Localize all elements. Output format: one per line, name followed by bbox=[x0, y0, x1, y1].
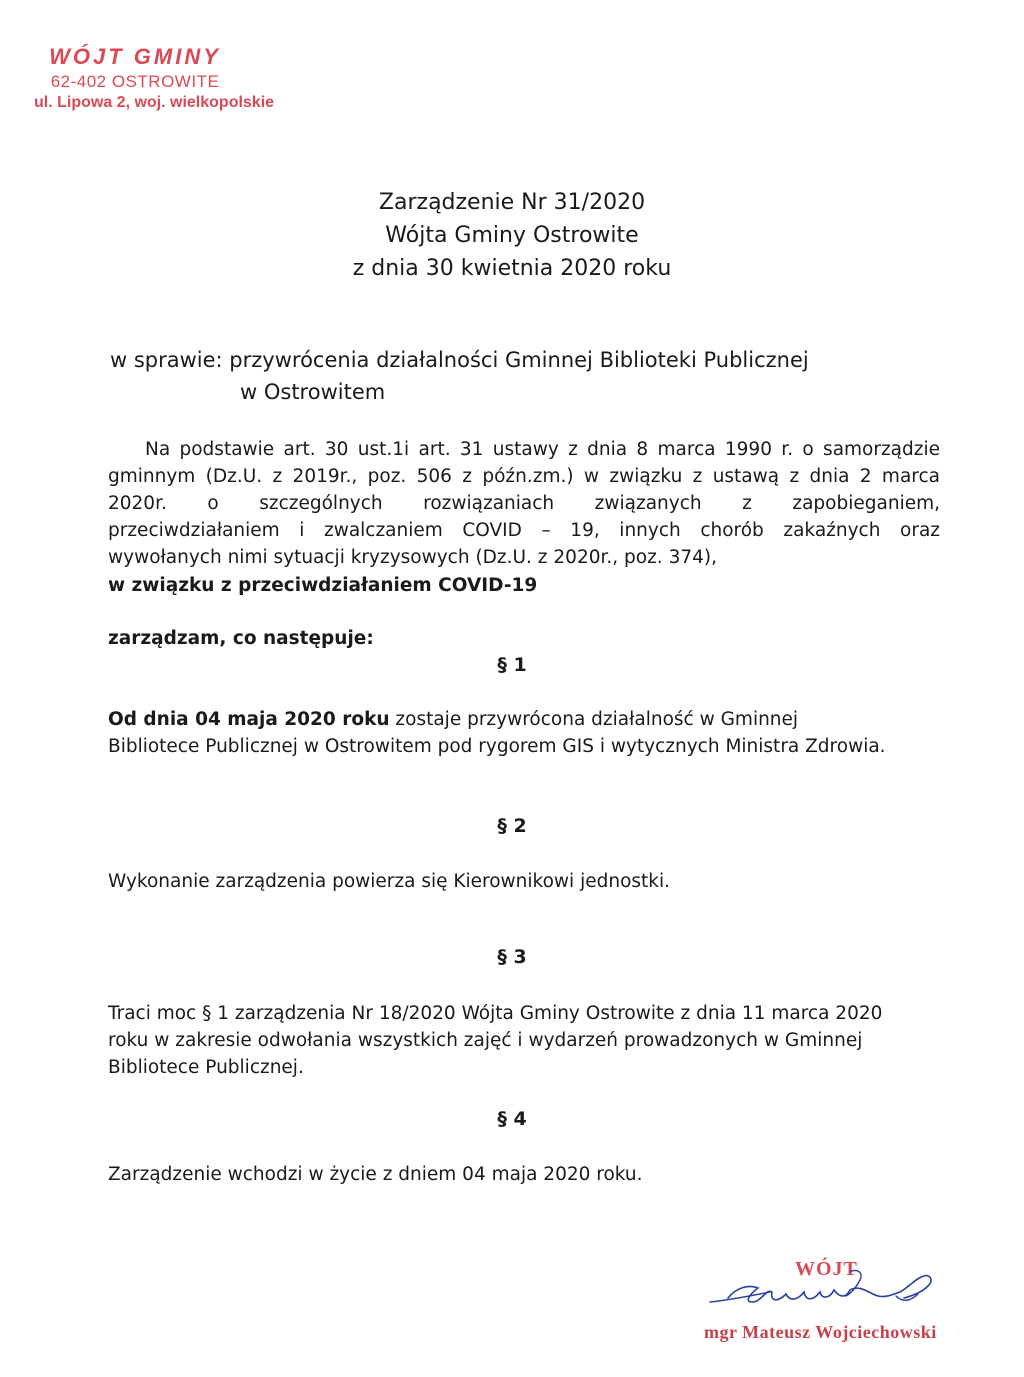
subject-line-2: w Ostrowitem bbox=[240, 380, 386, 404]
decree-line: zarządzam, co następuje: bbox=[108, 628, 374, 649]
document-issuer: Wójta Gminy Ostrowite bbox=[385, 223, 639, 248]
preamble-line-3: 2020r. o szczególnych rozwiązaniach związanych z zapobieganiem, bbox=[108, 493, 940, 514]
signatory-name: mgr Mateusz Wojciechowski bbox=[704, 1322, 937, 1342]
section-4-mark: § 4 bbox=[497, 1108, 527, 1130]
signature-block bbox=[700, 1258, 980, 1368]
preamble-line-5: wywołanych nimi sytuacji kryzysowych (Dz.U. z 2020r., poz. 374), bbox=[108, 547, 717, 568]
subject-line: w sprawie: przywrócenia działalności Gminnej Biblioteki Publicznej bbox=[110, 348, 809, 372]
preamble-line-2: gminnym (Dz.U. z 2019r., poz. 506 z późn.zm.) w związku z ustawą z dnia 2 marca bbox=[108, 466, 940, 487]
stamp-title: WÓJT GMINY bbox=[49, 44, 221, 69]
preamble-line-1: Na podstawie art. 30 ust.1i art. 31 ustawy z dnia 8 marca 1990 r. o samorządzie bbox=[145, 439, 940, 460]
section-3-mark: § 3 bbox=[497, 946, 527, 968]
section-2-text: Wykonanie zarządzenia powierza się Kierownikowi jednostki. bbox=[108, 871, 671, 892]
signature-stamp-title: WÓJT bbox=[795, 1258, 858, 1280]
section-1-date: Od dnia 04 maja 2020 roku bbox=[108, 709, 390, 730]
section-3-line-2: roku w zakresie odwołania wszystkich zajęć i wydarzeń prowadzonych w Gminnej bbox=[108, 1030, 863, 1051]
stamp-postal: 62-402 OSTROWITE bbox=[50, 72, 220, 91]
section-3-line-1: Traci moc § 1 zarządzenia Nr 18/2020 Wójta Gminy Ostrowite z dnia 11 marca 2020 bbox=[108, 1003, 883, 1024]
section-1-line-1 bbox=[108, 706, 798, 733]
section-1-line-2: Bibliotece Publicznej w Ostrowitem pod rygorem GIS i wytycznych Ministra Zdrowia. bbox=[108, 736, 886, 757]
document-number: Zarządzenie Nr 31/2020 bbox=[378, 190, 646, 215]
section-3-line-3: Bibliotece Publicznej. bbox=[108, 1057, 304, 1078]
section-1-mark: § 1 bbox=[497, 654, 527, 676]
section-4-text: Zarządzenie wchodzi w życie z dniem 04 maja 2020 roku. bbox=[108, 1164, 643, 1185]
section-1-line-1-rest: zostaje przywrócona działalność w Gminnej bbox=[389, 709, 799, 730]
section-2-mark: § 2 bbox=[497, 815, 527, 837]
document-date: z dnia 30 kwietnia 2020 roku bbox=[352, 256, 672, 281]
preamble-covid-line: w związku z przeciwdziałaniem COVID-19 bbox=[108, 575, 538, 596]
handwritten-signature bbox=[700, 1258, 980, 1328]
stamp-address: ul. Lipowa 2, woj. wielkopolskie bbox=[34, 94, 275, 111]
preamble-line-4: przeciwdziałaniem i zwalczaniem COVID – 19, innych chorób zakaźnych oraz bbox=[108, 520, 940, 541]
office-stamp bbox=[30, 44, 300, 112]
